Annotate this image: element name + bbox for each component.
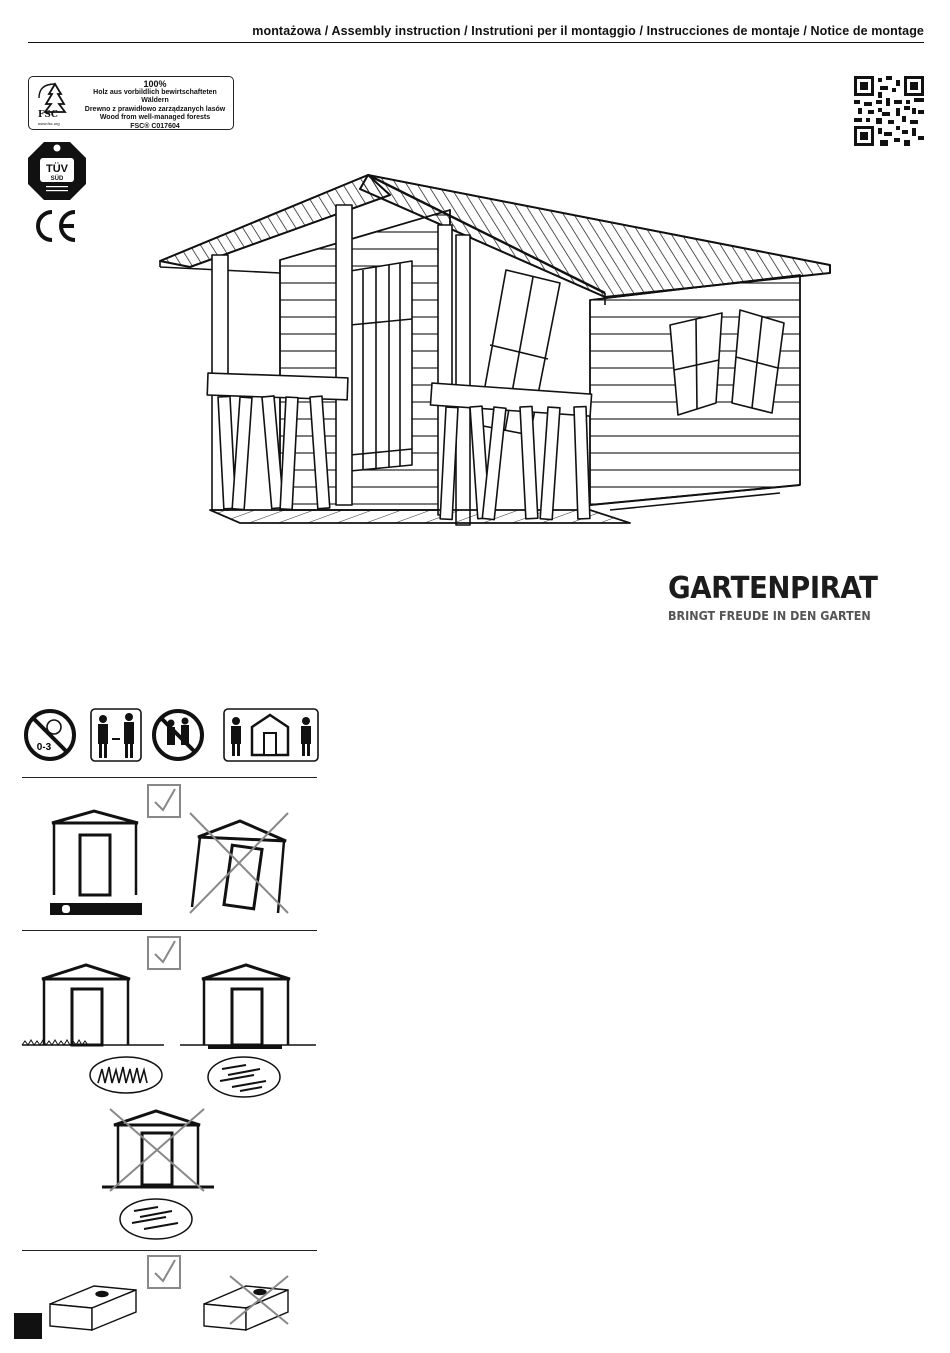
fsc-logo-text: FSC xyxy=(38,110,59,120)
two-persons-house-icon xyxy=(224,709,318,761)
playhouse-illustration xyxy=(150,165,870,545)
foundation-wrong xyxy=(204,1276,288,1330)
two-persons-icon xyxy=(91,709,141,761)
divider-3 xyxy=(22,1250,317,1251)
shed-level-correct xyxy=(50,811,142,915)
tuv-sub-text: SÜD xyxy=(50,176,64,182)
not-two-persons-icon xyxy=(154,711,202,759)
check-mark-icon-2 xyxy=(148,937,180,969)
fsc-line-3: Wood from well-managed forests xyxy=(99,114,211,122)
shed-level-wrong xyxy=(190,813,288,913)
fsc-license: FSC® C017604 xyxy=(130,122,180,130)
fsc-line-2: Drewno z prawidłowo zarządzanych lasów xyxy=(84,105,226,113)
qr-code-icon[interactable] xyxy=(854,76,924,146)
header-title: montażowa / Assembly instruction / Instrutioni per il montaggio / Instrucciones de montaje / Notice de montage xyxy=(252,24,924,38)
fsc-logo-url: www.fsc.org xyxy=(38,121,60,126)
fsc-claim xyxy=(81,80,229,132)
shed-on-slab-wrong xyxy=(102,1109,214,1239)
divider-1 xyxy=(22,777,317,778)
age-label: 0-3 xyxy=(36,742,52,753)
brand-name: GARTENPIRAT xyxy=(668,571,878,606)
safety-icons-row xyxy=(22,707,320,763)
brand-tagline: BRINGT FREUDE IN DEN GARTEN xyxy=(668,609,871,623)
ground-surface-panel xyxy=(14,935,324,1245)
shed-on-grass xyxy=(22,965,164,1093)
check-mark-icon xyxy=(148,785,180,817)
tuv-brand-text: TÜV xyxy=(46,163,68,175)
page-marker xyxy=(14,1313,42,1339)
foundation-correct xyxy=(50,1286,136,1330)
shed-on-paving xyxy=(180,965,316,1097)
fsc-certificate-box xyxy=(28,76,234,130)
level-base-panel xyxy=(14,783,324,923)
tuv-sud-icon xyxy=(26,140,88,202)
brand-block xyxy=(668,571,888,623)
header-divider xyxy=(28,42,924,43)
check-mark-icon-3 xyxy=(148,1256,180,1288)
fsc-percent: 100% xyxy=(143,79,167,89)
no-children-0-3-icon xyxy=(26,711,74,759)
divider-2 xyxy=(22,930,317,931)
ce-mark-icon xyxy=(35,208,81,244)
foundation-panel xyxy=(14,1254,324,1344)
fsc-line-1: Holz aus vorbildlich bewirtschafteten Wäldern xyxy=(93,88,217,105)
